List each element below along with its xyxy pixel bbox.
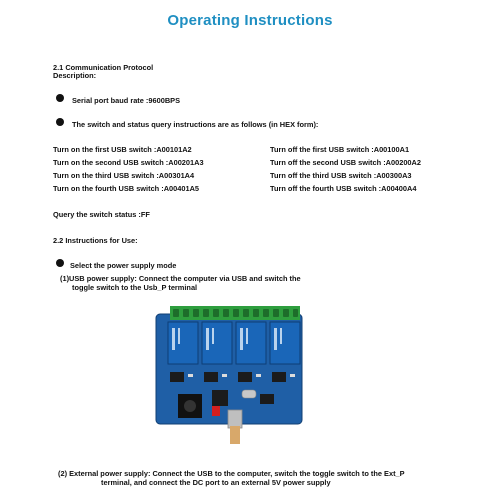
usb-mode-line1: (1)USB power supply: Connect the computer via USB and switch the [60,274,301,283]
relay-board-illustration [150,298,320,448]
page-title: Operating Instructions [167,12,333,29]
usb-cable [230,426,240,444]
cmd-off-1: Turn off the first USB switch :A00100A1 [270,145,410,154]
usb-mode-line2: toggle switch to the Usb_P terminal [72,283,198,292]
cmd-on-3: Turn on the third USB switch :A00301A4 [53,171,195,180]
query-command: Query the switch status :FF [53,210,150,219]
cmd-on-1: Turn on the first USB switch :A00101A2 [53,145,192,154]
hex-intro-text: The switch and status query instructions are as follows (in HEX form): [72,120,319,129]
bullet-icon [56,118,64,126]
cmd-on-2: Turn on the second USB switch :A00201A3 [53,158,204,167]
bullet-icon [56,259,64,267]
ext-mode-line2: terminal, and connect the DC port to an external 5V power supply [101,478,331,487]
bullet-icon [56,94,64,102]
select-mode-text: Select the power supply mode [70,261,177,270]
cmd-off-4: Turn off the fourth USB switch :A00400A4 [270,184,417,193]
ext-mode-line1: (2) External power supply: Connect the USB to the computer, switch the toggle switch to the Ext_P [58,469,405,478]
cmd-on-4: Turn on the fourth USB switch :A00401A5 [53,184,200,193]
baud-rate-text: Serial port baud rate :9600BPS [72,96,181,105]
relay-board-image [150,298,320,448]
section-2-1-heading: 2.1 Communication Protocol [53,63,154,72]
section-2-1-subheading: Description: [53,71,97,80]
cmd-off-3: Turn off the third USB switch :A00300A3 [270,171,412,180]
toggle-switch [212,406,220,416]
usb-plug [228,410,242,428]
section-2-2-heading: 2.2 Instructions for Use: [53,236,138,245]
cmd-off-2: Turn off the second USB switch :A00200A2 [270,158,421,167]
